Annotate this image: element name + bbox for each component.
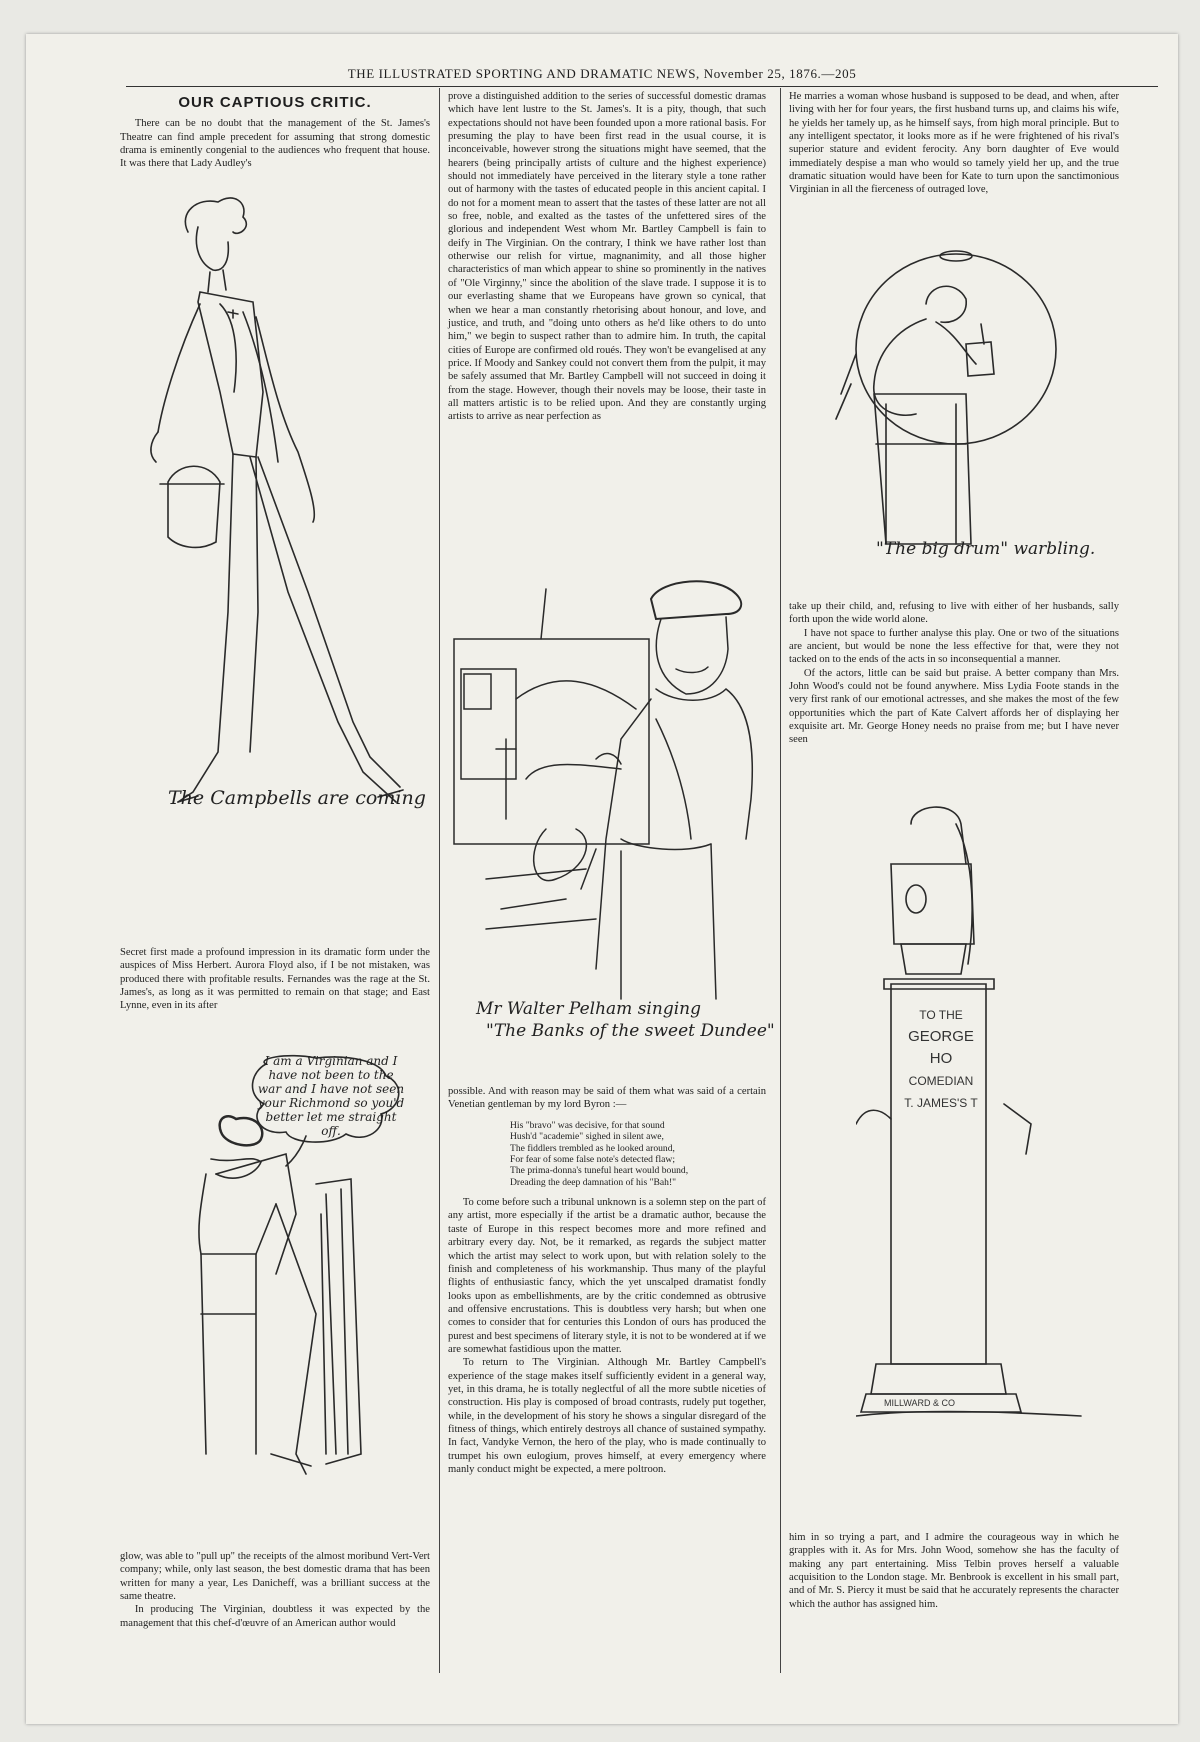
column-rule-2 [780, 88, 781, 1673]
caption-campbells: The Campbells are coming [168, 787, 426, 809]
verse-line: His "bravo" was decisive, for that sound [510, 1119, 665, 1131]
paragraph: To come before such a tribunal unknown is a solemn step on the part of any artist, more especially if the artist be a dramatic author, because the taste of Europe in this respect becomes more and more refined and arbitrary every day. Not, be it remarked, as regards the subject matter which the artist may select to work upon, but with relation solely to the finish and completeness of his workmanship. Thus many of the playful flights of enthusiastic fancy, which the yet unscalped dramatist fondly looks upon as embellishments, are by the critic condemned as obtrusive and offensive encrustations. This is doubtless very harsh; but when one comes to consider that for centuries this London of ours has produced the purest and best specimens of literary style, it is not to be wondered at if we are somewhat fastidious upon the matter. [448, 1197, 766, 1355]
illustration-big-drum [816, 244, 1096, 584]
paragraph: There can be no doubt that the management of the St. James's Theatre can find ample precedent for assuming that strong domestic drama is eminently congenial to the audiences who frequent that house. It was there that Lady Audley's [120, 118, 430, 170]
paragraph: I have not space to further analyse this play. One or two of the situations are ancient, but would be none the less effective for that, were they not tacked on to the ends of the acts in so inconsequential a manner. [789, 627, 1119, 666]
paragraph: Secret first made a profound impression in its dramatic form under the auspices of Miss Herbert. Aurora Floyd also, if I be not mistaken, was produced there with profitable results. Fernandes was the rage at the St. James's, as long as it was permitted to remain on that stage; and East Lynne, even in its after [120, 947, 430, 1012]
caption-pelham-1: Mr Walter Pelham singing [476, 999, 701, 1019]
paragraph: prove a distinguished addition to the series of successful domestic dramas which have lent lustre to the St. James's. It is a pity, though, that such expectations should not have been founded upon a more rational basis. For presuming the play to have been first read in the usual course, it is inconceivable, however strong the situations might have seemed, that the hearers (being principally artists of culture and the highest experience) should not immediately have perceived in the literary style a tone rather out of harmony with the tastes of educated people in this ancient capital. I do not for a moment mean to assert that the tastes of these latter are not all so free, noble, and exalted as the tastes of the unfettered sires of the glorious and independent West whom Mr. Bartley Campbell is fain to deify in The Virginian. On the contrary, I think we have rather lost than otherwise our relish for virtue, magnanimity, and all those higher characteristics of man which appear to shine so prominently in the natives of "Ole Virginny," since the abolition of the slave trade. I suppose it is to our everlasting shame that we Europeans have grown so cynical, that when we hear a man constantly rhetorising about honour, and love, and justice, and truth, and "doing unto others as he'd like others to do unto him," we begin to suspect rather than to admire him. In truth, the capital cities of Europe are confirmed old roués. They won't be evangelised at any price. If Moody and Sankey could not convert them from the pulpit, it may be safely assumed that Mr. Bartley Campbell will not succeed in doing it from the stage. However, though their novels may be loose, their taste in all matters artistic is to be relied upon. And they are constantly urging artists to arrive as near perfection as [448, 91, 766, 423]
column-1-top [120, 94, 430, 171]
paragraph: Of the actors, little can be said but praise. A better company than Mrs. John Wood's could not be found anywhere. Miss Lydia Foote stands in the very first rank of our emotional actresses, and she makes the most of the few opportunities which the part of Kate Calvert affords her of displaying her exquisite art. Mr. George Honey needs no praise from me; but I have never seen [789, 667, 1119, 746]
paragraph: possible. And with reason may be said of them what was said of a certain Venetian gentleman by my lord Byron :— [448, 1086, 766, 1111]
inscription-line: T. JAMES'S T [904, 1096, 978, 1110]
verse-line: For fear of some false note's detected flaw; [510, 1153, 676, 1165]
paragraph: glow, was able to "pull up" the receipts of the almost moribund Vert-Vert company; while, only last season, the best domestic drama that has been written for many a year, Les Danicheff, was a brilliant success at the same theatre. [120, 1551, 430, 1603]
column-2-top [448, 90, 766, 424]
inscription-line: TO THE [919, 1008, 963, 1022]
verse-line: Hush'd "academie" sighed in silent awe, [510, 1131, 664, 1143]
column-2-bottom [448, 1085, 766, 1476]
running-head: THE ILLUSTRATED SPORTING AND DRAMATIC NEWS, November 25, 1876.—205 [347, 66, 857, 81]
illustration-campbells-coming [138, 192, 428, 832]
paragraph: To return to The Virginian. Although Mr. Bartley Campbell's experience of the stage makes itself sufficiently evident in a general way, yet, in this drama, he is totally neglectful of all the more subtle niceties of construction. His play is composed of broad contrasts, rudely put together, while, in the development of his story he shows a singular disregard of the fitness of things, which entirely destroys all chance of sustained sympathy. In fact, Vandyke Vernon, the hero of the play, who is made continually to trumpet his own eulogium, proves himself, at every emergency where manly conduct might be expected, a mere poltroon. [448, 1357, 766, 1475]
paragraph: In producing The Virginian, doubtless it was expected by the management that this chef-d'œuvre of an American author would [120, 1604, 430, 1629]
column-1-bottom [120, 1550, 430, 1630]
speech-balloon: I am a Virginian and I have not been to the war and I have not seen your Richmond so you'd better let me straight off. [257, 1054, 405, 1138]
header-rule [126, 86, 1158, 87]
illustration-monument [856, 804, 1086, 1444]
paragraph: He marries a woman whose husband is supposed to be dead, and when, after living with her for four years, the first husband turns up, and claims his wife, he yields her tamely up, as he himself says, from high moral principle. But to any intelligent spectator, it looks more as if he were frightened of his rival's superior stature and evident ferocity. Any born daughter of Eve would immediately despise a man who would so tamely yield her up, and the true dramatic situation would have been for Kate to turn upon the sanctimonious Virginian in all the fierceness of outraged love, [789, 91, 1119, 196]
monument-maker: MILLWARD & CO [884, 1398, 956, 1408]
illustration-walter-pelham [446, 579, 775, 1049]
column-3-bottom [789, 1531, 1119, 1611]
inscription-line: GEORGE HO [908, 1028, 974, 1067]
illustration-virginian [176, 1054, 436, 1494]
verse-line: The fiddlers trembled as he looked around, [510, 1142, 675, 1154]
column-3-middle [789, 600, 1119, 747]
paragraph: take up their child, and, refusing to live with either of her husbands, sally forth upon the wide world alone. [789, 601, 1119, 626]
byron-verse [510, 1120, 766, 1188]
monument-inscription [896, 1004, 986, 1114]
verse-line: Dreading the deep damnation of his "Bah!" [510, 1176, 677, 1188]
newspaper-page [26, 34, 1178, 1724]
caption-big-drum: "The big drum" warbling. [876, 539, 1096, 559]
article-title: OUR CAPTIOUS CRITIC. [178, 94, 372, 111]
verse-line: The prima-donna's tuneful heart would bound, [510, 1165, 689, 1177]
column-rule-1 [439, 88, 440, 1673]
column-3-top [789, 90, 1119, 197]
column-1-middle [120, 946, 430, 1013]
paragraph: him in so trying a part, and I admire the courageous way in which he grapples with it. As for Mrs. John Wood, somehow she has the faculty of making any part entertaining. Miss Telbin proves herself a valuable acquisition to the London stage. Mr. Benbrook is excellent in his small part, and of Mr. S. Piercy it must be said that he accurately represents the character which the author has assigned him. [789, 1532, 1119, 1610]
inscription-line: COMEDIAN [908, 1074, 974, 1088]
caption-pelham-2: "The Banks of the sweet Dundee" [486, 1021, 775, 1041]
